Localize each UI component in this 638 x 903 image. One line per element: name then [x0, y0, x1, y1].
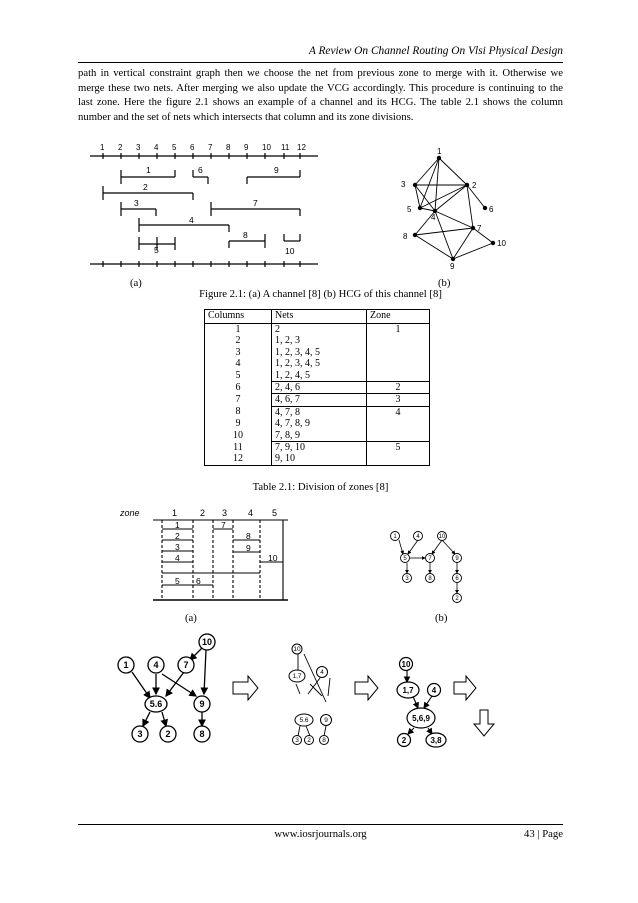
- nets-cell: 4, 7, 8: [272, 406, 367, 418]
- graph-node: 3,8: [430, 736, 442, 745]
- hcg-node: 2: [472, 181, 477, 190]
- vcg-figure: [380, 530, 470, 615]
- net-label: 1: [146, 165, 151, 175]
- column-number: 12: [297, 143, 306, 152]
- graph-node: 10: [293, 646, 301, 653]
- table-header-row: [205, 310, 430, 324]
- net-label: 1: [175, 520, 180, 530]
- net-label: 3: [134, 198, 139, 208]
- nets-cell: 1, 2, 3: [272, 335, 367, 346]
- nets-cell: 4, 6, 7: [272, 394, 367, 406]
- column-number: 3: [136, 143, 141, 152]
- graph-node: 4: [431, 686, 437, 695]
- net-label: 7: [253, 198, 258, 208]
- hcg-node: 10: [497, 239, 506, 248]
- zone-division-figure: [118, 505, 303, 605]
- nets-cell: 2: [272, 324, 367, 336]
- zone-number: 2: [200, 508, 206, 518]
- net-label: 8: [246, 531, 251, 541]
- table-row: [205, 324, 430, 336]
- column-cell: 6: [205, 382, 272, 394]
- net-label: 9: [246, 543, 251, 553]
- table-header-cell: Zone: [367, 310, 430, 324]
- column-cell: 7: [205, 394, 272, 406]
- nets-cell: 4, 7, 8, 9: [272, 418, 367, 429]
- hcg-node: 1: [437, 147, 442, 156]
- merge-sequence-figure: [110, 632, 500, 752]
- net-label: 9: [274, 165, 279, 175]
- hcg-node: 8: [403, 232, 408, 241]
- hcg-node: 6: [489, 205, 494, 214]
- column-cell: 4: [205, 358, 272, 369]
- net-label: 5: [154, 245, 159, 255]
- graph-node: 3: [137, 729, 143, 739]
- channel-figure: [88, 140, 328, 275]
- graph-node: 1,7: [292, 673, 302, 680]
- subfigure-label-b: (b): [438, 277, 451, 289]
- figure-caption: Figure 2.1: (a) A channel [8] (b) HCG of this channel [8]: [199, 288, 442, 300]
- graph-node: 5.6: [299, 717, 309, 724]
- zone-number: 4: [248, 508, 254, 518]
- vcg-node: 1: [393, 534, 397, 540]
- table-header-cell: Columns: [205, 310, 272, 324]
- body-paragraph: path in vertical constraint graph then we choose the net from previous zone to merge with it. Otherwise we merge these two nets. After merging we also update the VCG accordingly. This procedure is continuing to the last zone. Here the figure 2.1 shows an example of a channel and its HCG. The table 2.1 shows the column number and the set of nets which intersects that column and its zone divisions.: [78, 67, 563, 123]
- net-label: 4: [189, 215, 194, 225]
- header-rule: [78, 62, 563, 63]
- column-cell: 10: [205, 430, 272, 442]
- net-label: 3: [175, 542, 180, 552]
- nets-cell: 1, 2, 4, 5: [272, 370, 367, 382]
- zone-table: [204, 309, 430, 466]
- net-label: 6: [196, 576, 201, 586]
- net-label: 2: [175, 531, 180, 541]
- graph-node: 10: [201, 637, 213, 647]
- nets-cell: 2, 4, 6: [272, 382, 367, 394]
- graph-node: 8: [322, 737, 326, 744]
- subfigure-label-a: (a): [130, 277, 142, 289]
- table-row: [205, 406, 430, 418]
- footer-rule: [78, 824, 563, 825]
- table-header-cell: Nets: [272, 310, 367, 324]
- graph-node: 1,7: [402, 686, 414, 695]
- vcg-node: 9: [455, 556, 459, 562]
- net-label: 2: [143, 182, 148, 192]
- subfigure-label-b: (b): [435, 612, 448, 624]
- nets-cell: 9, 10: [272, 453, 367, 465]
- column-cell: 8: [205, 406, 272, 418]
- vcg-node: 10: [438, 534, 446, 540]
- column-cell: 2: [205, 335, 272, 346]
- table-row: [205, 382, 430, 394]
- running-header: A Review On Channel Routing On Vlsi Physical Design: [308, 45, 563, 57]
- vcg-node: 8: [428, 576, 432, 582]
- vcg-node: 3: [405, 576, 409, 582]
- graph-node: 2: [401, 736, 407, 745]
- net-label: 10: [285, 246, 295, 256]
- net-label: 10: [268, 553, 278, 563]
- column-number: 4: [154, 143, 159, 152]
- vcg-node: 2: [455, 596, 459, 602]
- graph-node: 2: [165, 729, 171, 739]
- vcg-node: 6: [455, 576, 459, 582]
- graph-node: 9: [324, 717, 328, 724]
- graph-node: 8: [199, 729, 205, 739]
- next-step-arrow-icon: [355, 676, 378, 700]
- zone-number: 1: [172, 508, 178, 518]
- zone-cell: 2: [367, 382, 430, 394]
- net-label: 8: [243, 230, 248, 240]
- graph-node: 7: [183, 660, 189, 670]
- column-number: 11: [281, 143, 290, 152]
- nets-cell: 7, 8, 9: [272, 430, 367, 442]
- net-label: 4: [175, 553, 180, 563]
- column-number: 9: [244, 143, 249, 152]
- graph-node: 4: [320, 669, 324, 676]
- column-cell: 11: [205, 442, 272, 454]
- graph-node: 2: [307, 737, 311, 744]
- net-label: 6: [198, 165, 203, 175]
- hcg-node: 4: [431, 213, 436, 222]
- subfigure-label-a: (a): [185, 612, 197, 624]
- column-number: 5: [172, 143, 177, 152]
- column-number: 7: [208, 143, 213, 152]
- zone-number: 5: [272, 508, 278, 518]
- table-row: [205, 442, 430, 454]
- zone-cell: 3: [367, 394, 430, 406]
- footer-url: www.iosrjournals.org: [274, 828, 367, 840]
- hcg-node: 3: [401, 180, 406, 189]
- column-number: 10: [262, 143, 271, 152]
- nets-cell: 1, 2, 3, 4, 5: [272, 358, 367, 369]
- zone-word: zone: [120, 508, 140, 518]
- column-number: 6: [190, 143, 195, 152]
- column-cell: 5: [205, 370, 272, 382]
- graph-node: 1: [123, 660, 129, 670]
- graph-node: 9: [199, 699, 205, 709]
- column-cell: 1: [205, 324, 272, 336]
- next-step-arrow-icon: [454, 676, 476, 700]
- graph-node: 3: [295, 737, 299, 744]
- zone-cell: 1: [367, 324, 430, 382]
- next-step-arrow-icon: [233, 676, 258, 700]
- graph-node: 4: [153, 660, 159, 670]
- column-number: 8: [226, 143, 231, 152]
- graph-node: 5.6: [149, 699, 163, 709]
- column-number: 1: [100, 143, 105, 152]
- column-number: 2: [118, 143, 123, 152]
- zone-number: 3: [222, 508, 228, 518]
- zone-cell: 4: [367, 406, 430, 441]
- column-cell: 12: [205, 453, 272, 465]
- graph-node: 10: [401, 660, 411, 669]
- vcg-node: 4: [416, 534, 420, 540]
- graph-node: 5,6,9: [412, 714, 430, 723]
- hcg-node: 9: [450, 262, 455, 270]
- nets-cell: 7, 9, 10: [272, 442, 367, 454]
- table-caption: Table 2.1: Division of zones [8]: [252, 481, 389, 493]
- vcg-node: 7: [428, 556, 432, 562]
- hcg-figure: [395, 145, 510, 270]
- down-arrow-icon: [474, 710, 494, 736]
- net-label: 5: [175, 576, 180, 586]
- table-row: [205, 394, 430, 406]
- page-number: 43 | Page: [524, 828, 563, 840]
- hcg-node: 7: [477, 224, 482, 233]
- column-cell: 9: [205, 418, 272, 429]
- vcg-node: 5: [403, 556, 407, 562]
- net-label: 7: [221, 520, 226, 530]
- column-cell: 3: [205, 347, 272, 358]
- nets-cell: 1, 2, 3, 4, 5: [272, 347, 367, 358]
- hcg-node: 5: [407, 205, 412, 214]
- zone-cell: 5: [367, 442, 430, 466]
